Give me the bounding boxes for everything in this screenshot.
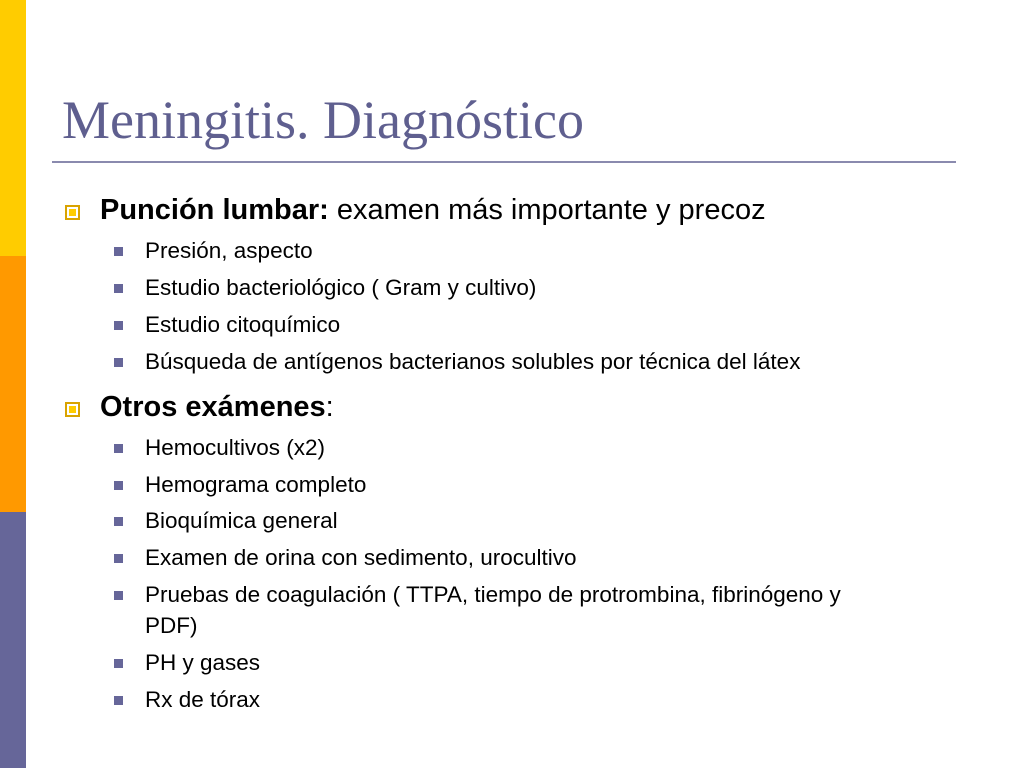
section-heading-text: examen más importante y precoz xyxy=(328,194,766,226)
list-item: Búsqueda de antígenos bacterianos solubles por técnica del látex xyxy=(145,349,801,374)
small-square-bullet-icon xyxy=(114,591,123,600)
list-item: Presión, aspecto xyxy=(145,238,313,263)
list-item: PH y gases xyxy=(145,650,261,675)
list-item: Hemograma completo xyxy=(145,472,367,497)
list-item: Estudio bacteriológico ( Gram y cultivo) xyxy=(145,275,537,300)
square-bullet-icon xyxy=(65,205,80,220)
small-square-bullet-icon xyxy=(114,554,123,563)
list-item: Bioquímica general xyxy=(145,508,338,533)
list-item: Examen de orina con sedimento, urocultivo xyxy=(145,545,577,570)
small-square-bullet-icon xyxy=(114,696,123,705)
small-square-bullet-icon xyxy=(114,517,123,526)
small-square-bullet-icon xyxy=(114,358,123,367)
section-heading-bold: Otros exámenes xyxy=(100,391,326,423)
list-item: Rx de tórax xyxy=(145,687,261,712)
small-square-bullet-icon xyxy=(114,481,123,490)
list-item: Pruebas de coagulación ( TTPA, tiempo de protrombina, fibrinógeno y xyxy=(145,582,841,607)
small-square-bullet-icon xyxy=(114,444,123,453)
slide-title: Meningitis. Diagnóstico xyxy=(62,90,584,150)
small-square-bullet-icon xyxy=(114,659,123,668)
section-heading-text: : xyxy=(325,391,334,423)
list-item: Estudio citoquímico xyxy=(145,312,341,337)
list-item-continuation: PDF) xyxy=(145,613,198,638)
small-square-bullet-icon xyxy=(114,284,123,293)
section-heading-puncion-lumbar xyxy=(100,192,766,228)
section-heading-bold: Punción lumbar: xyxy=(100,194,329,226)
small-square-bullet-icon xyxy=(114,321,123,330)
list-item: Hemocultivos (x2) xyxy=(145,435,326,460)
small-square-bullet-icon xyxy=(114,247,123,256)
square-bullet-icon xyxy=(65,402,80,417)
section-heading-otros-examenes xyxy=(100,389,334,425)
